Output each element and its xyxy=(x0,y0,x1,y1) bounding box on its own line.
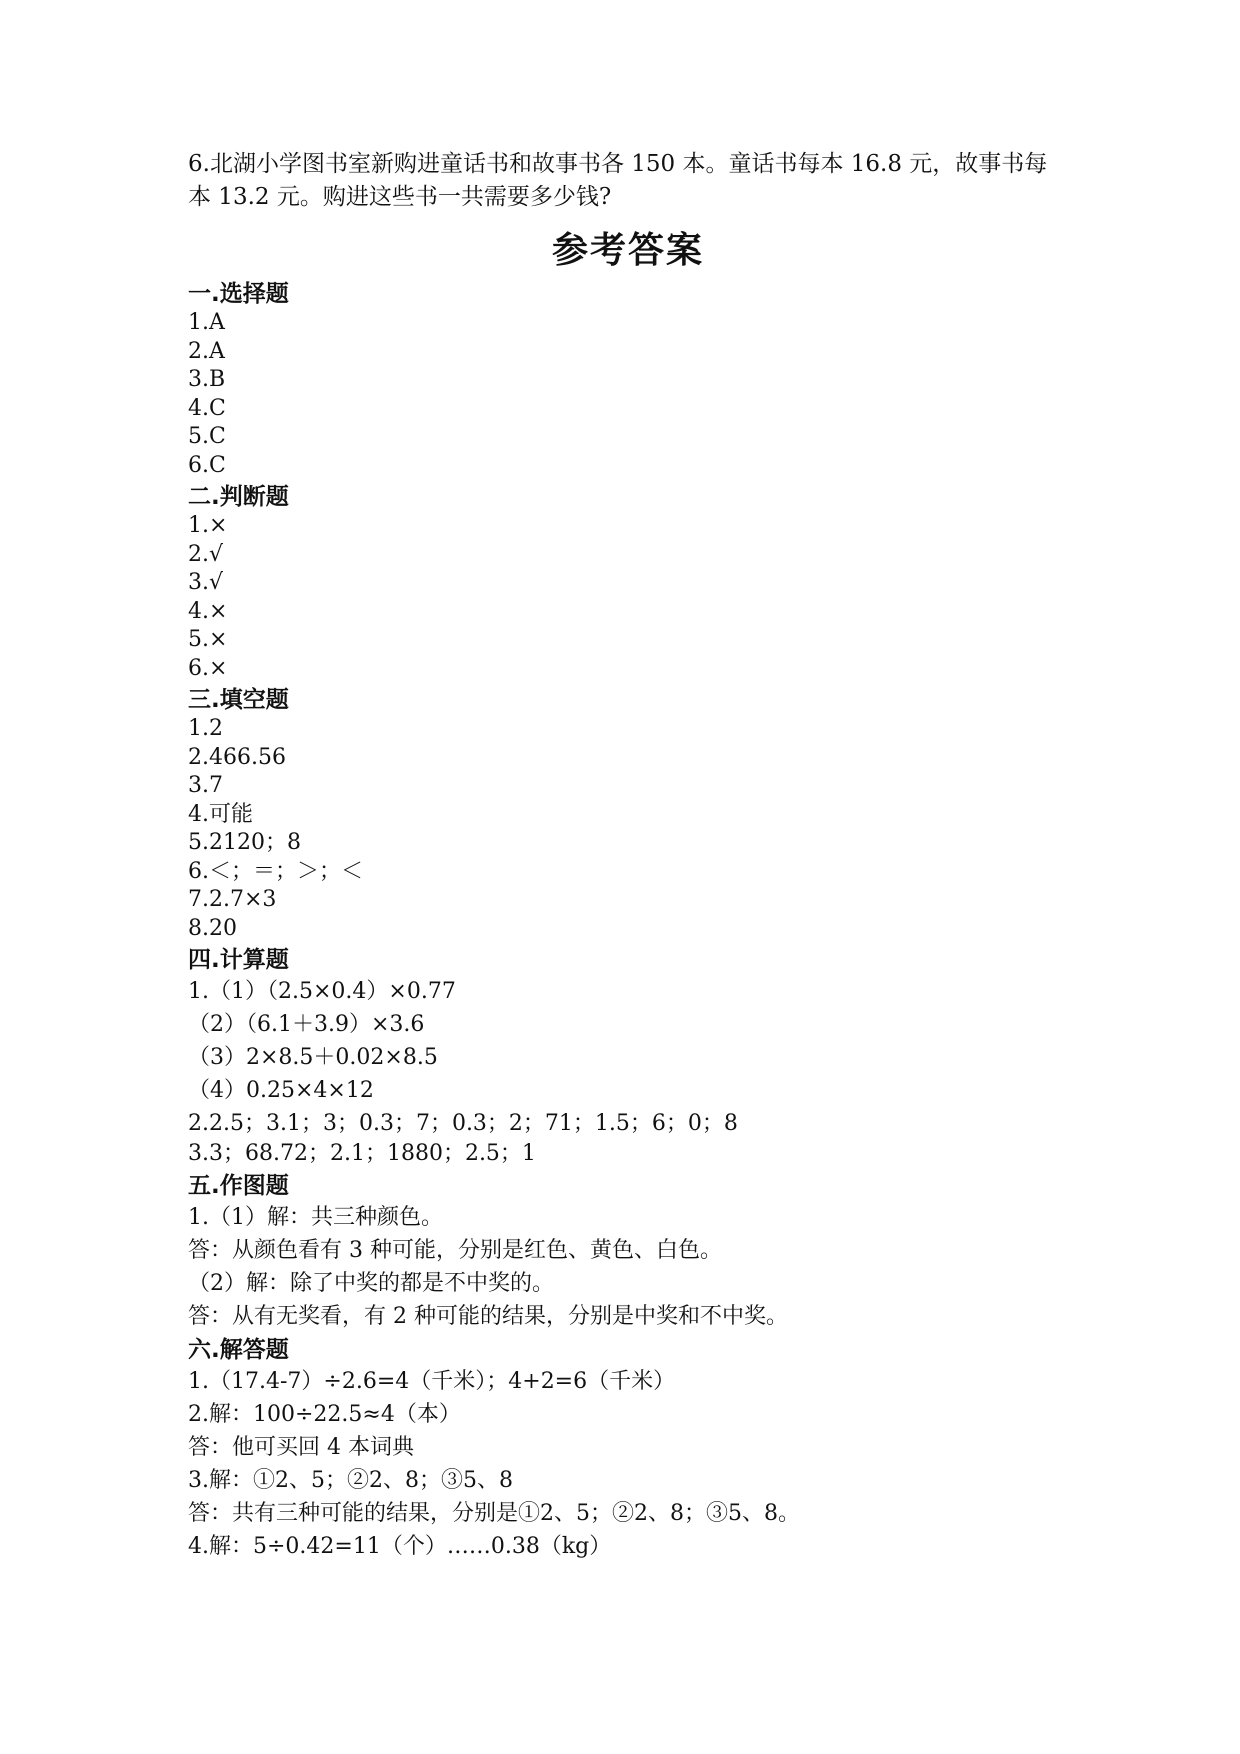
answer-line: 1.（17.4-7）÷2.6=4（千米）；4+2=6（千米） xyxy=(188,1368,676,1394)
answer-line: （3）2×8.5＋0.02×8.5 xyxy=(188,1045,438,1070)
answer-line: 答：他可买回 4 本词典 xyxy=(188,1434,414,1460)
section-calculation xyxy=(188,945,1070,1169)
section-heading: 四.计算题 xyxy=(188,947,289,973)
answer-line: 4.× xyxy=(188,598,228,624)
answer-line: 8.20 xyxy=(188,915,237,941)
answer-line: 3.解：①2、5；②2、8；③5、8 xyxy=(188,1467,513,1493)
answer-line: （4）0.25×4×12 xyxy=(188,1078,374,1103)
answer-line: 2.√ xyxy=(188,541,224,567)
answer-line: 4.解：5÷0.42=11（个）……0.38（kg） xyxy=(188,1533,612,1559)
answer-line: 2.解：100÷22.5≈4（本） xyxy=(188,1401,461,1427)
answer-line: 3.7 xyxy=(188,773,223,798)
section-drawing xyxy=(188,1171,1070,1333)
answer-line: 5.× xyxy=(188,627,228,652)
section-heading: 三.填空题 xyxy=(188,687,289,713)
section-heading: 二.判断题 xyxy=(188,484,289,510)
answer-line: 1.（1）解：共三种颜色。 xyxy=(188,1204,443,1230)
answer-line: 1.A xyxy=(188,310,225,335)
answer-title: 参考答案 xyxy=(551,230,704,271)
answer-line: 3.3；68.72；2.1；1880；2.5；1 xyxy=(188,1141,536,1166)
answer-line: 5.C xyxy=(188,424,226,449)
answer-line: 5.2120；8 xyxy=(188,830,301,855)
answer-line: 1.2 xyxy=(188,716,223,741)
answer-line: 答：从颜色看有 3 种可能，分别是红色、黄色、白色。 xyxy=(188,1237,722,1263)
answer-line: 答：从有无奖看，有 2 种可能的结果，分别是中奖和不中奖。 xyxy=(188,1303,788,1329)
section-judgment xyxy=(188,482,1070,683)
answer-line: 4.C xyxy=(188,395,226,421)
answer-line: 2.2.5；3.1；3；0.3；7；0.3；2；71；1.5；6；0；8 xyxy=(188,1111,738,1136)
answer-line: 6.× xyxy=(188,655,228,681)
answer-line: 答：共有三种可能的结果，分别是①2、5；②2、8；③5、8。 xyxy=(188,1500,800,1526)
section-heading: 五.作图题 xyxy=(188,1172,289,1199)
answer-line: 2.466.56 xyxy=(188,744,286,770)
answer-line: 2.A xyxy=(188,338,225,364)
section-solution xyxy=(188,1335,1070,1563)
answer-line: 3.√ xyxy=(188,570,224,595)
section-choice xyxy=(188,279,1070,480)
answer-line: 1.× xyxy=(188,513,228,538)
section-fill-blank xyxy=(188,685,1070,943)
answer-line: 6.C xyxy=(188,452,226,478)
answer-line: （2）解：除了中奖的都是不中奖的。 xyxy=(188,1270,554,1296)
answer-line: 7.2.7×3 xyxy=(188,887,277,912)
question-6: 6.北湖小学图书室新购进童话书和故事书各 150 本。童话书每本 16.8 元，故事书每本 13.2 元。购进这些书一共需要多少钱? xyxy=(188,151,1048,210)
section-heading: 六.解答题 xyxy=(188,1336,289,1363)
answer-line: 4.可能 xyxy=(188,801,253,827)
answer-line: 6.＜；＝；＞；＜ xyxy=(188,858,363,884)
answer-line: （2）（6.1＋3.9）×3.6 xyxy=(188,1012,425,1037)
answer-line: 1.（1）（2.5×0.4）×0.77 xyxy=(188,979,456,1004)
answer-line: 3.B xyxy=(188,367,226,392)
section-heading: 一.选择题 xyxy=(188,281,289,307)
